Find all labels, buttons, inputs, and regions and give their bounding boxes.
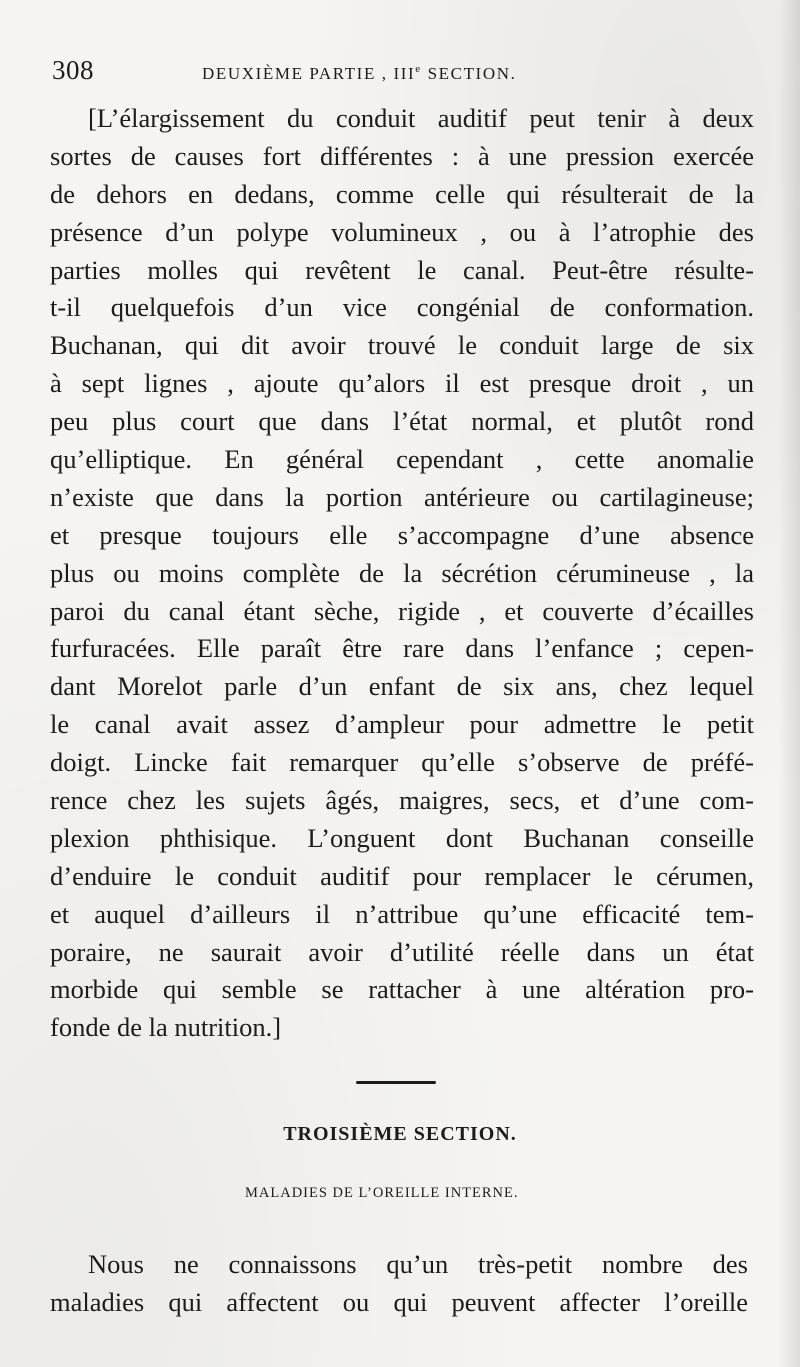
paragraph-line: sortes de causes fort différentes : à une pression exercée [50,140,754,171]
paragraph-line: n’existe que dans la portion antérieure ou cartilagineuse; [50,481,754,512]
paragraph-line: peu plus court que dans l’état normal, et plutôt rond [50,406,754,437]
paragraph-line: d’enduire le conduit auditif pour remplacer le cérumen, [50,860,754,891]
main-paragraph [50,100,754,1047]
page-number: 308 [52,55,94,85]
paragraph-line: plexion phthisique. L’onguent dont Buchanan conseille [50,822,754,853]
paragraph-line: et presque toujours elle s’accompagne d’une absence [50,519,754,550]
running-head-superscript: e [415,63,422,75]
running-head-section: SECTION. [421,64,517,83]
paragraph-line: paroi du canal étant sèche, rigide , et couverte d’écailles [50,595,754,626]
paragraph-line: à sept lignes , ajoute qu’alors il est presque droit , un [50,368,754,399]
paragraph-line: de dehors en dedans, comme celle qui résulterait de la [50,178,754,209]
paragraph-line: [L’élargissement du conduit auditif peut tenir à deux [88,103,754,133]
paragraph-line: dant Morelot parle d’un enfant de six ans, chez lequel [50,671,754,702]
paragraph-line: morbide qui semble se rattacher à une altération pro- [50,974,754,1005]
paragraph-line: Buchanan, qui dit avoir trouvé le conduit large de six [50,330,754,361]
paragraph-line: plus ou moins complète de la sécrétion cérumineuse , la [50,557,754,588]
section-title: TROISIÈME SECTION. [283,1123,517,1145]
paragraph-line: maladies qui affectent ou qui peuvent affecter l’oreille [50,1287,748,1317]
next-paragraph [50,1245,748,1321]
paragraph-line: parties molles qui revêtent le canal. Peut-être résulte- [50,254,754,285]
paragraph-line: Nous ne connaissons qu’un très-petit nombre des [88,1249,748,1279]
paragraph-line: fonde de la nutrition.] [50,1012,282,1043]
paragraph-line: présence d’un polype volumineux , ou à l’atrophie des [50,216,754,247]
paragraph-line: le canal avait assez d’ampleur pour admettre le petit [50,709,754,740]
running-head [202,63,516,84]
section-subtitle: MALADIES DE L’OREILLE INTERNE. [245,1185,519,1201]
paragraph-line: furfuracées. Elle paraît être rare dans l’enfance ; cepen- [50,633,754,664]
paragraph-line: poraire, ne saurait avoir d’utilité réelle dans un état [50,936,754,967]
running-head-part: DEUXIÈME PARTIE , III [202,64,416,83]
page-edge-shadow [778,0,800,1367]
page-header [52,55,752,91]
paragraph-line: rence chez les sujets âgés, maigres, secs, et d’une com- [50,785,754,816]
paragraph-line: doigt. Lincke fait remarquer qu’elle s’observe de préfé- [50,747,754,778]
section-divider-rule [356,1081,436,1084]
paragraph-line: t-il quelquefois d’un vice congénial de conformation. [50,292,754,323]
paragraph-line: et auquel d’ailleurs il n’attribue qu’une efficacité tem- [50,898,754,929]
paragraph-line: qu’elliptique. En général cependant , cette anomalie [50,444,754,475]
